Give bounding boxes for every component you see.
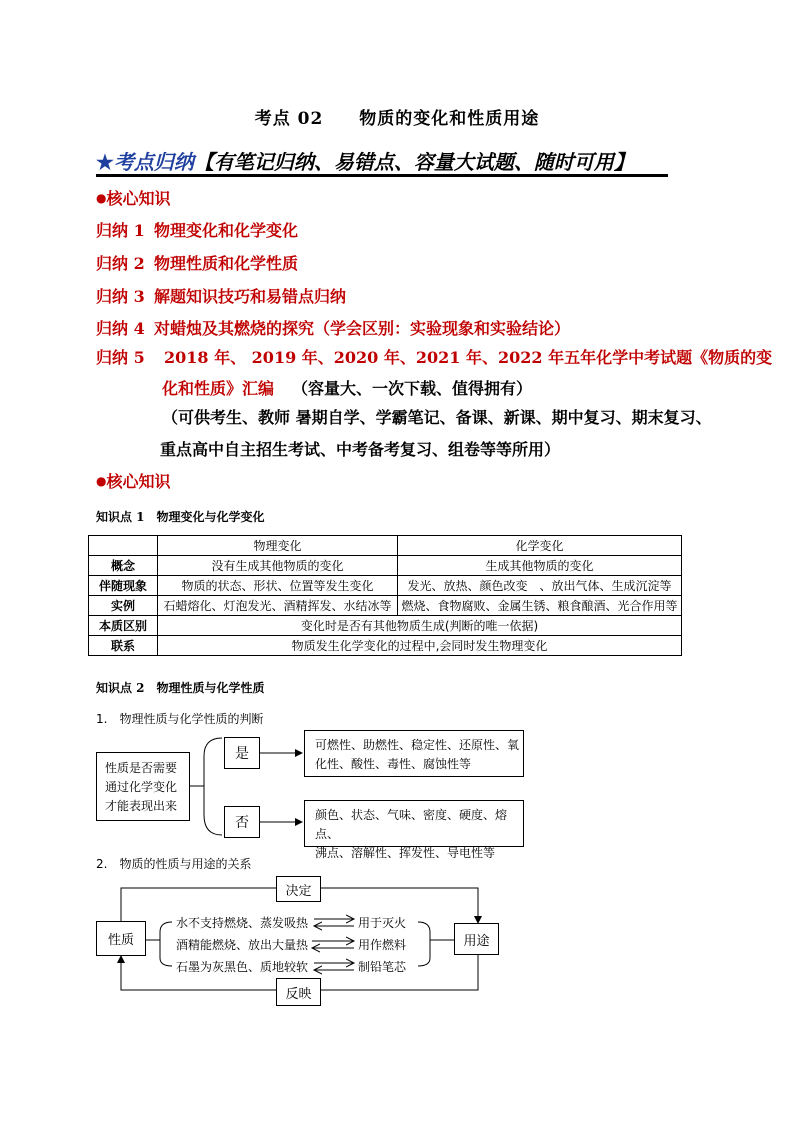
question-box: 性质是否需要 通过化学变化 才能表现出来 [96, 752, 190, 821]
table-header-cell: 物理变化 [158, 536, 398, 556]
table-cell: 石蜡熔化、灯泡发光、酒精挥发、水结冰等 [158, 596, 398, 616]
table-row-header: 实例 [89, 596, 158, 616]
reflects-box: 反映 [276, 978, 321, 1006]
section-heading-core-knowledge-2: ●核心知识 [96, 472, 171, 491]
banner-tail: 有笔记归纳、易错点、容量大试题、随时可用 [213, 150, 614, 174]
section-heading-core-knowledge: ●核心知识 [96, 189, 171, 208]
summary-item-1: 归纳 1 物理变化和化学变化 [96, 221, 299, 240]
pair-property-2: 酒精能燃烧、放出大量热 [176, 938, 309, 952]
bullet-dot-icon: ● [96, 474, 107, 488]
physical-property-box: 颜色、状态、气味、密度、硬度、熔点、 沸点、溶解性、挥发性、导电性等 [304, 800, 524, 847]
banner-bracket-close: 】 [613, 150, 634, 174]
table-cell: 没有生成其他物质的变化 [158, 556, 398, 576]
banner-bracket-open: 【 [193, 150, 214, 174]
decides-box: 决定 [276, 876, 321, 902]
table-cell: 燃烧、食物腐败、金属生锈、粮食酿酒、光合作用等 [398, 596, 682, 616]
knowledge-point-2-title: 知识点 2 物理性质与化学性质 [96, 681, 265, 695]
table-cell: 生成其他物质的变化 [398, 556, 682, 576]
subheading-property-use-relation: 2. 物质的性质与用途的关系 [96, 857, 252, 871]
table-row-header: 伴随现象 [89, 576, 158, 596]
use-box: 用途 [454, 923, 499, 955]
table-cell: 发光、放热、颜色改变 、放出气体、生成沉淀等 [398, 576, 682, 596]
no-box: 否 [224, 806, 260, 838]
table-row-header: 联系 [89, 636, 158, 656]
pair-use-2: 用作燃料 [358, 938, 407, 952]
table-header-cell: 化学变化 [398, 536, 682, 556]
pair-use-3: 制铅笔芯 [358, 960, 407, 974]
title-topic-name: 物质的变化和性质用途 [359, 109, 540, 129]
summary-item-4: 归纳 4 对蜡烛及其燃烧的探究（学会区别：实验现象和实验结论） [96, 319, 571, 338]
summary-item-5: 归纳 5 2018 年、 2019 年、2020 年、2021 年、2022 年五年化学中考试题《物质的变 [96, 348, 773, 367]
table-cell: 物质发生化学变化的过程中,会同时发生物理变化 [158, 636, 682, 656]
star-icon: ★ [96, 150, 114, 174]
summary-item-2: 归纳 2 物理性质和化学性质 [96, 254, 299, 273]
summary-item-3: 归纳 3 解题知识技巧和易错点归纳 [96, 287, 347, 306]
yes-box: 是 [224, 737, 260, 769]
table-row-header: 本质区别 [89, 616, 158, 636]
subheading-property-judgement: 1. 物理性质与化学性质的判断 [96, 712, 264, 726]
table-cell: 变化时是否有其他物质生成(判断的唯一依据) [158, 616, 682, 636]
summary-item-5-line3: （可供考生、教师 暑期自学、学霸笔记、备课、新课、期中复习、期末复习、 [162, 408, 712, 427]
summary-item-5-line2: 化和性质》汇编 （容量大、一次下载、值得拥有） [162, 379, 533, 398]
chemical-property-box: 可燃性、助燃性、稳定性、还原性、氧 化性、酸性、毒性、腐蚀性等 [304, 730, 524, 777]
pair-property-1: 水不支持燃烧、蒸发吸热 [176, 916, 309, 930]
property-box: 性质 [96, 921, 146, 956]
banner-lead: 考点归纳 [113, 150, 194, 174]
pair-property-3: 石墨为灰黑色、质地较软 [176, 960, 309, 974]
summary-item-5-line4: 重点高中自主招生考试、中考备考复习、组卷等等所用） [160, 440, 561, 459]
title-topic-number: 考点 02 [254, 109, 324, 129]
pair-use-1: 用于灭火 [358, 916, 407, 930]
knowledge-point-1-title: 知识点 1 物理变化与化学变化 [96, 510, 265, 524]
bullet-dot-icon: ● [96, 191, 107, 205]
table-cell: 物质的状态、形状、位置等发生变化 [158, 576, 398, 596]
table-row-header: 概念 [89, 556, 158, 576]
